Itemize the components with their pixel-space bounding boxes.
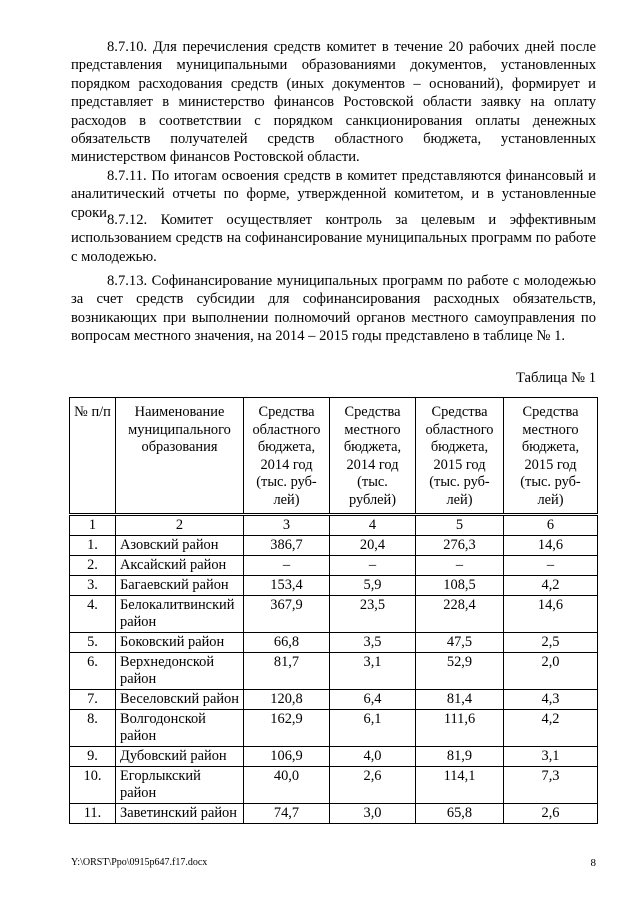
municipality-name: Аксайский район <box>116 556 244 576</box>
paragraph-8-7-11: 8.7.11. По итогам освоения средств в комитет представляются финансовый и аналитический отчеты по форме, утвержденной комитетом, и в установленные сроки. <box>71 168 596 221</box>
footer-file-path: Y:\ORST\Ppo\0915p647.f17.docx <box>71 857 208 868</box>
local-2014-value: 6,1 <box>330 710 416 747</box>
municipality-name: Веселовский район <box>116 690 244 710</box>
paragraph-8-7-12: 8.7.12. Комитет осуществляет контроль за целевым и эффективным использованием средств на софинансирование муниципальных программ по работе с молодежью. <box>71 212 596 265</box>
regional-2014-value: 40,0 <box>244 767 330 804</box>
table-caption: Таблица № 1 <box>516 370 596 386</box>
municipality-name: Егорлыкский район <box>116 767 244 804</box>
regional-2015-value: 111,6 <box>416 710 504 747</box>
municipality-name: Азовский район <box>116 536 244 556</box>
regional-2015-value: 228,4 <box>416 596 504 633</box>
table-row <box>70 576 598 596</box>
municipality-name: Верхнедонской район <box>116 653 244 690</box>
local-2015-value: 4,2 <box>504 576 598 596</box>
local-2014-value: 4,0 <box>330 747 416 767</box>
column-number: 4 <box>330 515 416 536</box>
municipality-name: Заветинский район <box>116 804 244 824</box>
local-2014-value: 6,4 <box>330 690 416 710</box>
municipality-name: Дубовский район <box>116 747 244 767</box>
local-2014-value: 3,0 <box>330 804 416 824</box>
regional-2014-value: 66,8 <box>244 633 330 653</box>
local-2015-value: 2,5 <box>504 633 598 653</box>
regional-2015-value: 52,9 <box>416 653 504 690</box>
local-2014-value: 3,5 <box>330 633 416 653</box>
table-row <box>70 747 598 767</box>
header-local-2014: Средства местного бюджета, 2014 год (тыс. рублей) <box>330 398 416 515</box>
regional-2015-value: 47,5 <box>416 633 504 653</box>
column-number: 5 <box>416 515 504 536</box>
local-2015-value: 2,6 <box>504 804 598 824</box>
regional-2015-value: 81,9 <box>416 747 504 767</box>
municipality-name: Боковский район <box>116 633 244 653</box>
local-2015-value: 4,2 <box>504 710 598 747</box>
municipality-name: Волгодонской район <box>116 710 244 747</box>
regional-2015-value: 114,1 <box>416 767 504 804</box>
regional-2014-value: 81,7 <box>244 653 330 690</box>
column-number: 6 <box>504 515 598 536</box>
regional-2015-value: 108,5 <box>416 576 504 596</box>
local-2014-value: – <box>330 556 416 576</box>
regional-2015-value: 65,8 <box>416 804 504 824</box>
local-2015-value: 14,6 <box>504 536 598 556</box>
header-regional-2015: Средства областного бюджета, 2015 год (тыс. руб-лей) <box>416 398 504 515</box>
regional-2014-value: 74,7 <box>244 804 330 824</box>
paragraph-8-7-10: 8.7.10. Для перечисления средств комитет в течение 20 рабочих дней после представления муниципальными образованиями документов, установленных порядком расходования средств (иных документов – оснований), формирует и представляет в министерство финансов Ростовской области заявку на оплату расходов в соответствии с порядком санкционирования оплаты денежных обязательств получателей средств областного бюджета, установленных министерством финансов Ростовской области. <box>71 39 596 166</box>
regional-2014-value: 106,9 <box>244 747 330 767</box>
header-regional-2014: Средства областного бюджета, 2014 год (тыс. руб-лей) <box>244 398 330 515</box>
municipality-name: Белокалитвинский район <box>116 596 244 633</box>
regional-2014-value: 367,9 <box>244 596 330 633</box>
local-2014-value: 5,9 <box>330 576 416 596</box>
regional-2014-value: – <box>244 556 330 576</box>
table-row <box>70 710 598 747</box>
column-number-row <box>70 515 598 536</box>
header-local-2015: Средства местного бюджета, 2015 год (тыс. руб-лей) <box>504 398 598 515</box>
row-index: 4. <box>70 596 116 633</box>
local-2014-value: 3,1 <box>330 653 416 690</box>
row-index: 5. <box>70 633 116 653</box>
local-2015-value: 7,3 <box>504 767 598 804</box>
row-index: 11. <box>70 804 116 824</box>
paragraph-8-7-13: 8.7.13. Софинансирование муниципальных программ по работе с молодежью за счет средств субсидии для софинансирования расходных обязательств, возникающих при выполнении полномочий органов местного самоуправления по вопросам местного значения, на 2014 – 2015 годы представлено в таблице № 1. <box>71 273 596 345</box>
local-2014-value: 20,4 <box>330 536 416 556</box>
regional-2015-value: 276,3 <box>416 536 504 556</box>
local-2015-value: 2,0 <box>504 653 598 690</box>
table-row <box>70 767 598 804</box>
regional-2015-value: 81,4 <box>416 690 504 710</box>
subsidy-table <box>69 397 598 824</box>
municipality-name: Багаевский район <box>116 576 244 596</box>
table-row <box>70 690 598 710</box>
local-2014-value: 23,5 <box>330 596 416 633</box>
footer-page-number: 8 <box>590 857 596 869</box>
table-row <box>70 633 598 653</box>
local-2015-value: 4,3 <box>504 690 598 710</box>
table-row <box>70 556 598 576</box>
regional-2014-value: 153,4 <box>244 576 330 596</box>
column-number: 2 <box>116 515 244 536</box>
row-index: 1. <box>70 536 116 556</box>
column-number: 3 <box>244 515 330 536</box>
table-row <box>70 536 598 556</box>
row-index: 10. <box>70 767 116 804</box>
row-index: 7. <box>70 690 116 710</box>
regional-2014-value: 386,7 <box>244 536 330 556</box>
header-municipality: Наименование муниципального образования <box>116 398 244 515</box>
row-index: 9. <box>70 747 116 767</box>
row-index: 3. <box>70 576 116 596</box>
row-index: 2. <box>70 556 116 576</box>
regional-2015-value: – <box>416 556 504 576</box>
table-row <box>70 804 598 824</box>
regional-2014-value: 120,8 <box>244 690 330 710</box>
local-2015-value: 3,1 <box>504 747 598 767</box>
row-index: 8. <box>70 710 116 747</box>
table-header-row <box>70 398 598 515</box>
local-2014-value: 2,6 <box>330 767 416 804</box>
local-2015-value: 14,6 <box>504 596 598 633</box>
row-index: 6. <box>70 653 116 690</box>
column-number: 1 <box>70 515 116 536</box>
local-2015-value: – <box>504 556 598 576</box>
table-row <box>70 596 598 633</box>
header-index: № п/п <box>70 398 116 515</box>
regional-2014-value: 162,9 <box>244 710 330 747</box>
table-row <box>70 653 598 690</box>
